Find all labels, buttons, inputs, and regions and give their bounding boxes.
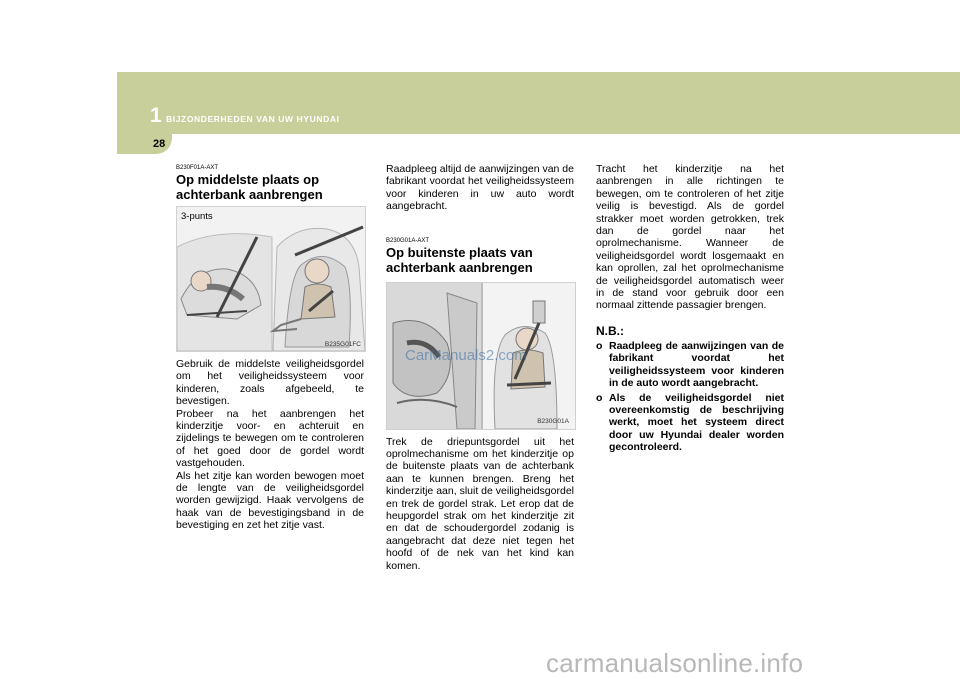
section-heading: Op middelste plaats op achterbank aanbrengen xyxy=(176,172,323,202)
column-2 xyxy=(386,163,574,572)
note-item xyxy=(596,392,784,454)
note-item xyxy=(596,340,784,390)
section-body: Trek de driepuntsgordel uit het oprolmechanisme om het kinderzitje op de buitenste plaats van de achterbank aan te kunnen brengen. Breng het kinderzitje aan, sluit de veiligheidsgordel en trek de gordel strak. Let erop dat de heupgordel strak om het kinderzitje zit en dat de schoudergordel zodanig is aangebracht dat deze niet tegen het hoofd of de nek van het kind kan komen. xyxy=(386,435,574,572)
figure-code: B235G01FC xyxy=(324,341,361,348)
note-list xyxy=(596,340,784,454)
chapter-number: 1 xyxy=(150,104,162,127)
section-code: B230F01A-AXT xyxy=(176,165,219,171)
watermark-text: carmanualsonline.info xyxy=(546,648,804,678)
note-bullet: o xyxy=(596,339,603,352)
figure-code: B230G01A xyxy=(537,417,569,425)
note-bullet: o xyxy=(596,391,603,404)
header-bar xyxy=(117,72,960,134)
note-heading: N.B.: xyxy=(596,323,624,338)
figure-label: 3-punts xyxy=(181,211,213,222)
figure-center-seat xyxy=(176,206,366,352)
child-seat-center-illustration xyxy=(177,207,365,351)
section-code: B230G01A-AXT xyxy=(386,237,430,244)
intro-text: Raadpleeg altijd de aanwijzingen van de fabrikant voordat het veiligheidssysteem voor kinderen in uw auto wordt aangebracht. xyxy=(386,163,574,213)
note-text: Als de veiligheidsgordel niet overeenkomstig de beschrijving werkt, moet het systeem direct door uw Hyundai dealer worden gecontroleerd. xyxy=(609,391,784,454)
chapter-title: BIJZONDERHEDEN VAN UW HYUNDAI xyxy=(166,114,340,124)
note-text: Raadpleeg de aanwijzingen van de fabrikant voordat het veiligheidssysteem voor kinderen in de auto wordt aangebracht. xyxy=(609,339,784,390)
body-text: Tracht het kinderzitje na het aanbrengen in alle richtingen te bewegen, om te controleren of het zitje veilig is bevestigd. Als de gordel strakker moet worden getrokken, trek dan de gordel naar het oprolmechanisme. Wanneer de veiligheidsgordel wordt losgemaakt en kan oprollen, zal het oprolmechanisme de veiligheidsgordel automatisch weer in de stand voor gebruik door een normaal zittende passagier brengen. xyxy=(596,163,784,312)
figure-overlay-text: CarManuals2.com xyxy=(405,346,527,364)
section-body: Gebruik de middelste veiligheidsgordel om het veiligheidssysteem voor kinderen, zoals afgebeeld, te bevestigen. Probeer na het aanbrengen het kinderzitje voor- en achteruit en zijdelings te bewegen om te controleren of het goed door de gordel wordt vastgehouden. Als het zitje kan worden bewogen moet de lengte van de veiligheidsgordel worden gewijzigd. Haak vervolgens de haak van de bevestigingsband in de bevestiging en zet het zitje vast. xyxy=(176,358,364,532)
page-number: 28 xyxy=(153,138,166,150)
column-1 xyxy=(176,164,364,532)
figure-outer-seat xyxy=(386,282,576,430)
column-3 xyxy=(596,163,784,456)
section-heading: Op buitenste plaats van achterbank aanbrengen xyxy=(386,244,533,275)
